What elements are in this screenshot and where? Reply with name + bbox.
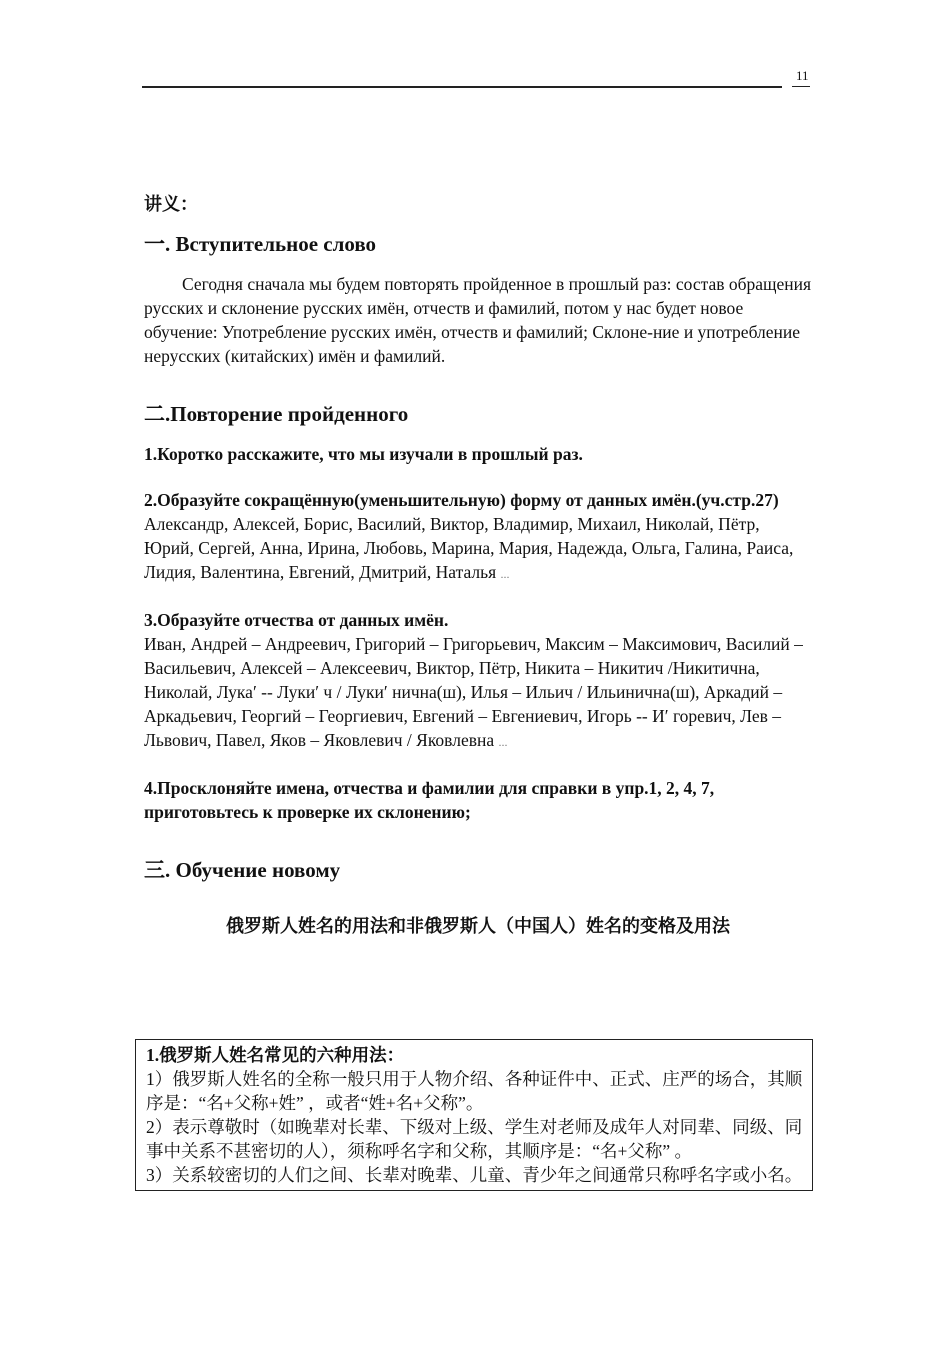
section3-title: 三. Обучение новому (144, 858, 341, 882)
exercise2-names: Александр, Алексей, Борис, Василий, Виктор, Владимир, Михаил, Николай, Пётр, Юрий, Сергей, Анна, Ирина, Любовь, Марина, Мария, Надежда, Ольга, Галина, Раиса, Лидия, Валентина, Евгений, Дмитрий, Наталья (144, 514, 794, 582)
section3-center-title: 俄罗斯人姓名的用法和非俄罗斯人（中国人）姓名的变格及用法 (226, 916, 730, 936)
exercise3-text (144, 632, 812, 754)
exercise2-title: 2.Образуйте сокращённую(уменьшительную) форму от данных имён.(уч.стр.27) (144, 490, 779, 510)
usage-box (135, 1039, 813, 1191)
section1-paragraph: Сегодня сначала мы будем повторять пройденное в прошлый раз: состав обращения русских и склонение русских имён, отчеств и фамилий, потом у нас будет новое обучение: Употребление русских имён, отчеств и фамилий; Склоне-ние и употребление нерусских (китайских) имён и фамилий. (144, 274, 812, 366)
section1-title: 一. Вступительное слово (144, 232, 377, 256)
exercise3-names: Иван, Андрей – Андреевич, Григорий – Григорьевич, Максим – Максимович, Василий – Васильевич, Алексей – Алексеевич, Виктор, Пётр, Никита – Никитич /Никитична, Николай, Лука′ -- Луки′ ч / Луки′ нична(ш), Илья – Ильич / Ильинична(ш), Аркадий – Аркадьевич, Георгий – Георгиевич, Евгений – Евгениевич, Игорь -- И′ горевич, Лев – Львович, Павел, Яков – Яковлевич / Яковлевна (144, 634, 803, 750)
header-rule-short (792, 86, 810, 87)
page-content (144, 190, 812, 960)
usage-line-2: 2）表示尊敬时（如晚辈对长辈、下级对上级、学生对老师及成年人对同辈、同级、同事中关系不甚密切的人），须称呼名字和父称，其顺序是：“名+父称” 。 (146, 1117, 803, 1161)
exercise1: 1.Коротко расскажите, что мы изучали в прошлый раз. (144, 444, 583, 464)
exercise4: 4.Просклоняйте имена, отчества и фамилии для справки в упр.1, 2, 4, 7, приготовьтесь к проверке их склонению; (144, 778, 715, 822)
page-number: 11 (796, 68, 809, 83)
handout-label: 讲义： (144, 194, 198, 214)
exercise2-ellipsis: ... (500, 567, 510, 581)
section2-title: 二.Повторение пройденного (144, 402, 409, 426)
exercise2-text (144, 512, 812, 586)
exercise3-ellipsis: ... (498, 735, 508, 749)
header-rule (142, 86, 782, 88)
usage-line-1: 1）俄罗斯人姓名的全称一般只用于人物介绍、各种证件中、正式、庄严的场合，其顺序是：“名+父称+姓” ，或者“姓+名+父称”。 (146, 1069, 803, 1113)
usage-box-title: 1.俄罗斯人姓名常见的六种用法： (146, 1045, 405, 1065)
usage-line-3: 3）关系较密切的人们之间、长辈对晚辈、儿童、青少年之间通常只称呼名字或小名。 (146, 1165, 803, 1185)
exercise3-title: 3.Образуйте отчества от данных имён. (144, 610, 449, 630)
